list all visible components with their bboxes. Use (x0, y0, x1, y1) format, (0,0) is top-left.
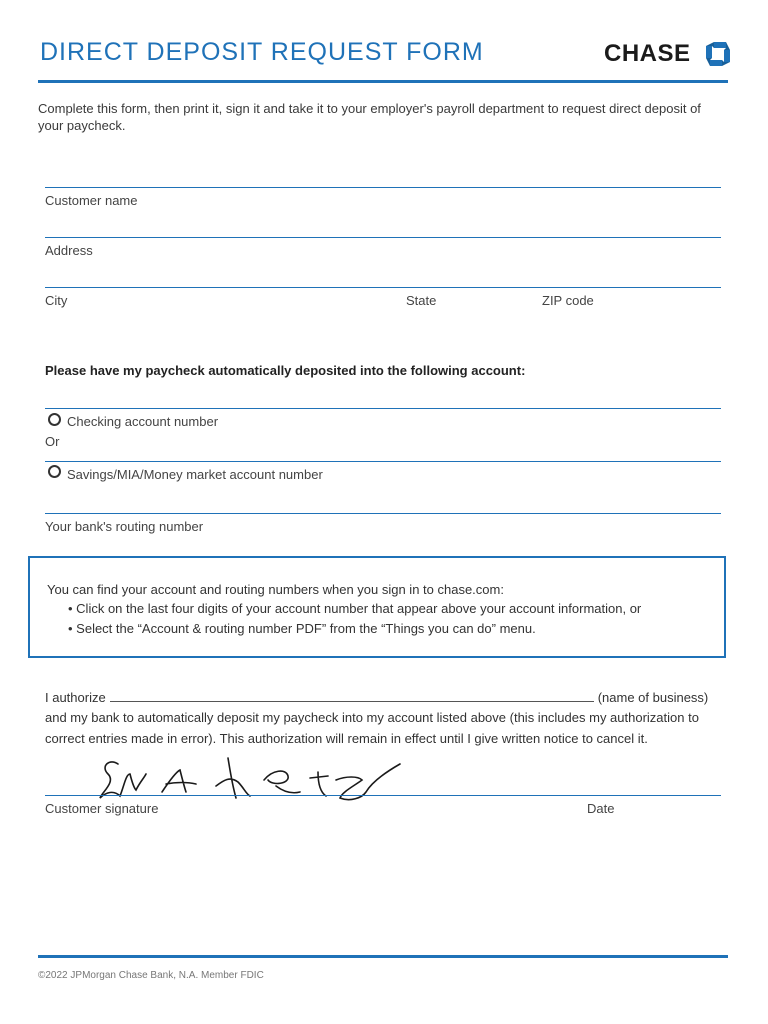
customer-name-label: Customer name (45, 193, 138, 208)
state-label: State (406, 293, 437, 308)
authorization-line-2: and my bank to automatically deposit my paycheck into my account listed above (this includes my authorization to (45, 710, 699, 725)
authorization-line-3: correct entries made in error). This authorization will remain in effect until I give written notice to cancel it. (45, 731, 648, 746)
zip-label: ZIP code (542, 293, 594, 308)
intro-text: Complete this form, then print it, sign it and take it to your employer's payroll department to request direct deposit of your paycheck. (38, 101, 701, 133)
account-heading: Please have my paycheck automatically deposited into the following account: (45, 363, 526, 378)
page-title: DIRECT DEPOSIT REQUEST FORM (40, 38, 484, 66)
checking-label: Checking account number (67, 414, 219, 429)
routing-number-field[interactable] (45, 513, 721, 514)
signature-field[interactable] (45, 795, 721, 796)
header-rule (38, 80, 728, 83)
authorization-line-1 (45, 689, 708, 705)
or-label: Or (45, 434, 60, 449)
address-field[interactable] (45, 237, 721, 238)
routing-label: Your bank's routing number (45, 519, 204, 534)
handwritten-signature (96, 752, 406, 808)
authorize-prefix: I authorize (45, 690, 106, 705)
checking-account-field[interactable] (45, 408, 721, 409)
signature-label: Customer signature (45, 801, 159, 816)
date-label: Date (587, 801, 615, 816)
info-bullet-1: • Click on the last four digits of your account number that appear above your account information, or (68, 601, 642, 616)
business-name-field[interactable] (110, 689, 594, 702)
city-state-zip-field[interactable] (45, 287, 721, 288)
savings-account-field[interactable] (45, 461, 721, 462)
info-bullet-2: • Select the “Account & routing number PDF” from the “Things you can do” menu. (68, 621, 536, 636)
customer-name-field[interactable] (45, 187, 721, 188)
footer-rule (38, 955, 728, 958)
savings-label: Savings/MIA/Money market account number (67, 467, 323, 482)
savings-radio[interactable] (48, 465, 61, 478)
checking-radio[interactable] (48, 413, 61, 426)
info-line: You can find your account and routing numbers when you sign in to chase.com: (47, 582, 504, 597)
chase-logo (604, 40, 728, 68)
logo-text: CHASE (604, 40, 691, 67)
authorize-suffix: (name of business) (597, 690, 709, 705)
address-label: Address (45, 243, 93, 258)
chase-octagon-icon (706, 42, 730, 66)
footer-copyright: ©2022 JPMorgan Chase Bank, N.A. Member FDIC (38, 970, 264, 981)
city-label: City (45, 293, 68, 308)
